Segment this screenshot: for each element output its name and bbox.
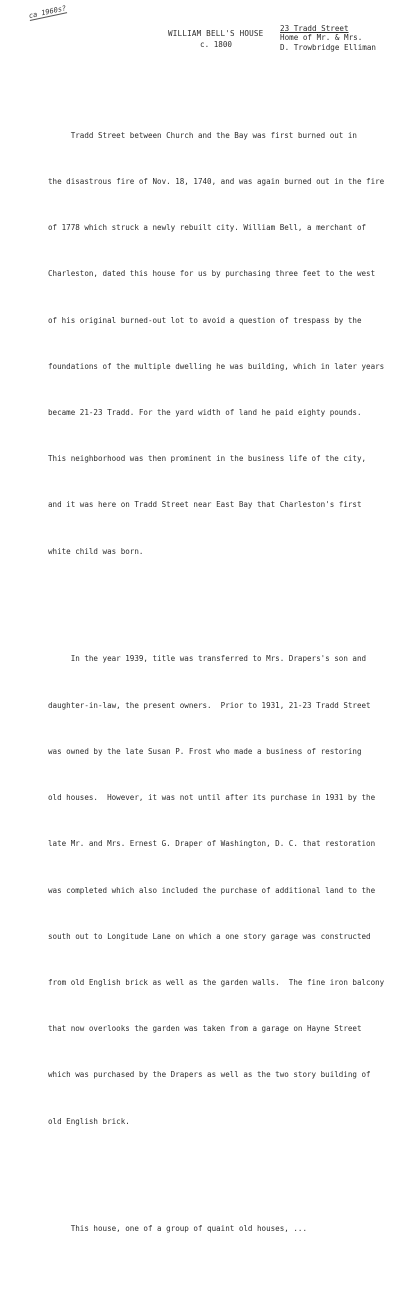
- body-line: old houses. However, it was not until after its purchase in 1931 by the: [48, 793, 376, 803]
- body-line: that now overlooks the garden was taken from a garage on Hayne Street: [48, 1024, 362, 1034]
- paragraph-1: [48, 97, 388, 590]
- body-line: became 21-23 Tradd. For the yard width of land he paid eighty pounds.: [48, 407, 362, 417]
- body-line: late Mr. and Mrs. Ernest G. Draper of Washington, D. C. that restoration: [48, 839, 376, 849]
- body-line: This house, one of a group of quaint old houses, ...: [48, 1224, 307, 1234]
- body-line: and it was here on Tradd Street near East Bay that Charleston's first: [48, 500, 362, 510]
- body-line: which was purchased by the Drapers as well as the two story building of: [48, 1070, 371, 1080]
- document-body: [48, 66, 388, 1299]
- body-line: of his original burned-out lot to avoid a question of trespass by the: [48, 315, 362, 325]
- body-line: south out to Longitude Lane on which a one story garage was constructed: [48, 931, 371, 941]
- body-line: In the year 1939, title was transferred to Mrs. Drapers's son and: [48, 654, 367, 664]
- body-line: old English brick.: [48, 1116, 130, 1126]
- body-line: Tradd Street between Church and the Bay was first burned out in: [48, 130, 357, 140]
- body-line: of 1778 which struck a newly rebuilt city. William Bell, a merchant of: [48, 223, 367, 233]
- body-line: daughter-in-law, the present owners. Prior to 1931, 21-23 Tradd Street: [48, 700, 371, 710]
- address-block: [280, 24, 376, 52]
- address-line: 23 Tradd Street: [280, 24, 349, 33]
- body-line: Charleston, dated this house for us by purchasing three feet to the west: [48, 269, 376, 279]
- handwritten-annotation: ca 1960s?: [28, 4, 67, 21]
- body-line: the disastrous fire of Nov. 18, 1740, and was again burned out in the fire: [48, 176, 385, 186]
- body-line: foundations of the multiple dwelling he was building, which in later years: [48, 361, 385, 371]
- paragraph-3: [48, 1191, 388, 1268]
- address-line: D. Trowbridge Elliman: [280, 42, 377, 52]
- document-title: WILLIAM BELL'S HOUSE: [168, 29, 264, 38]
- body-line: was completed which also included the purchase of additional land to the: [48, 885, 376, 895]
- document-date: c. 1800: [200, 40, 233, 49]
- body-line: was owned by the late Susan P. Frost who made a business of restoring: [48, 746, 362, 756]
- body-line: white child was born.: [48, 546, 144, 556]
- paragraph-2: [48, 621, 388, 1160]
- body-line: from old English brick as well as the garden walls. The fine iron balcony: [48, 977, 385, 987]
- address-line: Home of Mr. & Mrs.: [280, 33, 363, 43]
- body-line: This neighborhood was then prominent in the business life of the city,: [48, 454, 367, 464]
